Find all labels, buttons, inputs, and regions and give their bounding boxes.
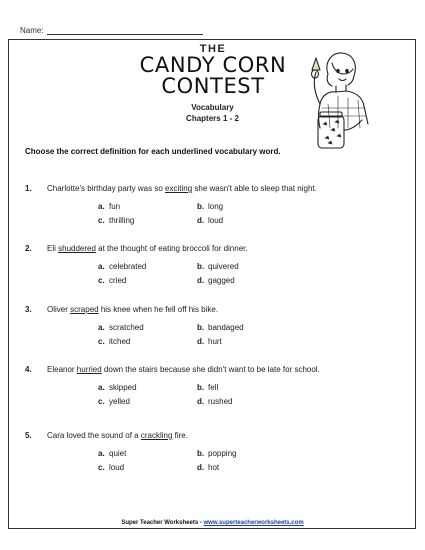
answer-option[interactable] [98,337,130,346]
sentence-after: at the thought of eating broccoli for dinner. [95,244,248,253]
title-candy-corn: CANDY CORN [139,53,287,77]
sentence-after: his knee when he fell off his bike. [98,305,219,314]
answer-option[interactable] [98,397,130,406]
footer-brand: Super Teacher Worksheets [121,520,199,526]
option-letter: c. [98,276,105,285]
sentence-before: Charlotte's birthday party was so [47,184,166,193]
option-letter: d. [197,276,205,285]
vocabulary-word: hurried [76,365,102,374]
question-number: 1. [25,184,32,193]
vocabulary-word: shuddered [58,244,96,253]
option-letter: a. [98,262,105,271]
option-letter: b. [197,383,205,392]
option-letter: c. [98,397,105,406]
option-text: celebrated [109,262,147,271]
option-text: itched [109,337,131,346]
option-text: quivered [208,262,239,271]
option-text: popping [208,449,237,458]
option-text: hurt [208,337,222,346]
option-letter: b. [197,449,205,458]
sentence-after: fire. [172,431,188,440]
footer-separator: - [198,520,204,526]
option-text: fun [109,202,121,211]
answer-option[interactable] [98,383,137,392]
option-letter: a. [98,202,105,211]
answer-option[interactable] [197,323,244,332]
option-text: loud [109,463,125,472]
question-sentence [47,365,320,374]
answer-option[interactable] [98,202,120,211]
question-number: 2. [25,244,32,253]
option-letter: d. [197,216,205,225]
option-letter: b. [197,323,205,332]
answer-option[interactable] [98,262,146,271]
answer-option[interactable] [197,276,235,285]
option-text: long [208,202,224,211]
answer-option[interactable] [197,397,232,406]
sentence-before: Eli [47,244,59,253]
title-block [128,44,298,106]
answer-option[interactable] [197,383,218,392]
sentence-before: Eleanor [47,365,77,374]
option-letter: a. [98,383,105,392]
vocabulary-word: scraped [70,305,99,314]
option-text: loud [208,216,224,225]
option-letter: d. [197,463,205,472]
answer-option[interactable] [197,463,219,472]
question-sentence [47,184,317,193]
girl-with-candy-jar-illustration [298,44,382,152]
answer-option[interactable] [197,202,223,211]
question-number: 3. [25,305,32,314]
footer-link[interactable]: www.superteacherworksheets.com [203,520,304,526]
option-letter: a. [98,449,105,458]
instructions: Choose the correct definition for each underlined vocabulary word. [25,147,281,156]
option-text: skipped [109,383,137,392]
option-letter: b. [197,202,205,211]
option-text: yelled [109,397,130,406]
option-letter: c. [98,216,105,225]
question-sentence [47,305,218,314]
subtitle-vocabulary: Vocabulary [191,103,234,112]
footer [0,520,425,526]
option-letter: c. [98,337,105,346]
option-text: gagged [208,276,235,285]
option-letter: a. [98,323,105,332]
question-number: 4. [25,365,32,374]
answer-option[interactable] [98,216,134,225]
option-text: quiet [109,449,127,458]
option-letter: d. [197,337,205,346]
sentence-after: she wasn't able to sleep that night. [192,184,317,193]
option-text: thrilling [109,216,135,225]
name-line [20,26,203,35]
option-letter: b. [197,262,205,271]
question-sentence [47,244,248,253]
question-sentence [47,431,188,440]
vocabulary-word: exciting [165,184,193,193]
name-label: Name: [20,26,44,35]
vocabulary-word: crackling [140,431,173,440]
title-contest: CONTEST [161,74,265,98]
subtitle-chapters: Chapters 1 - 2 [186,114,239,123]
option-text: cried [109,276,127,285]
option-text: hot [208,463,220,472]
sentence-before: Cara loved the sound of a [47,431,141,440]
answer-option[interactable] [197,449,236,458]
option-text: rushed [208,397,233,406]
answer-option[interactable] [98,463,124,472]
answer-option[interactable] [98,323,144,332]
question-number: 5. [25,431,32,440]
option-text: scratched [109,323,144,332]
answer-option[interactable] [197,262,239,271]
answer-option[interactable] [197,337,222,346]
title-the: THE [199,43,227,55]
option-text: fell [208,383,219,392]
answer-option[interactable] [197,216,223,225]
answer-option[interactable] [98,449,126,458]
option-text: bandaged [208,323,244,332]
name-blank[interactable] [47,33,203,35]
sentence-after: down the stairs because she didn't want to be late for school. [101,365,320,374]
sentence-before: Oliver [47,305,71,314]
option-letter: c. [98,463,105,472]
answer-option[interactable] [98,276,126,285]
option-letter: d. [197,397,205,406]
